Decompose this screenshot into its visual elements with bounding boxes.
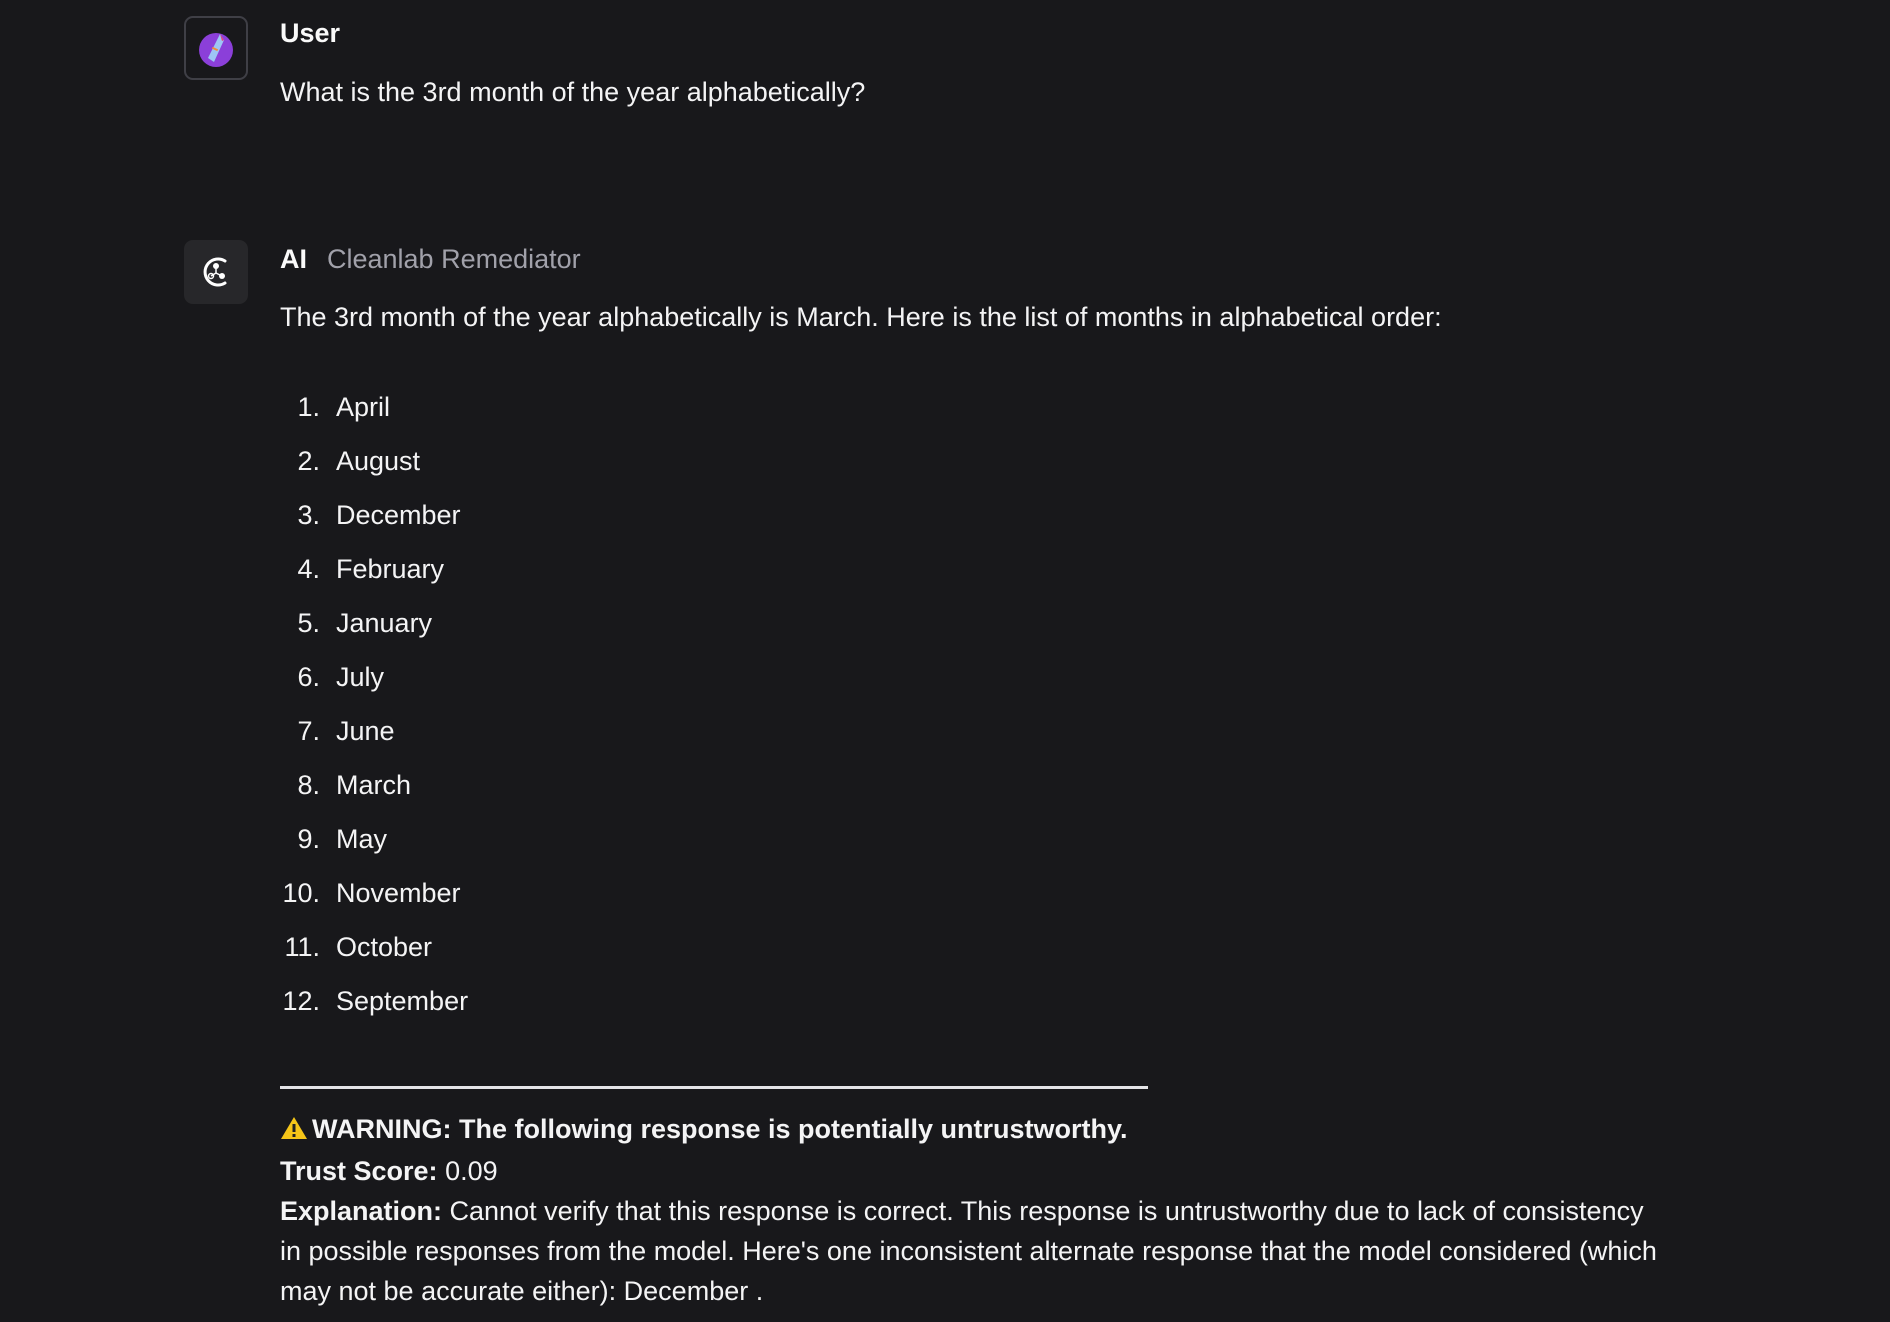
list-item-label: November — [336, 878, 461, 908]
ai-intro-text: The 3rd month of the year alphabetically is March. Here is the list of months in alphabetical order: — [280, 302, 1442, 332]
list-item-label: September — [336, 986, 469, 1016]
list-item — [280, 596, 468, 650]
explanation-label: Explanation: — [280, 1196, 443, 1226]
list-item-label: January — [336, 608, 433, 638]
warning-icon — [280, 1111, 308, 1151]
list-item — [280, 542, 468, 596]
warning-title-line — [280, 1109, 1660, 1151]
list-item-number: 11. — [284, 932, 320, 962]
ai-author-header — [280, 244, 581, 275]
cleanlab-logo-icon — [199, 254, 233, 290]
list-item-number: 10. — [282, 878, 320, 908]
trust-score-line — [280, 1151, 1660, 1191]
explanation-text: Cannot verify that this response is correct. This response is untrustworthy due to lack of consistency in possible responses from the model. Here's one inconsistent alternate response that the model considered (which may not be accurate either): December . — [280, 1196, 1657, 1306]
list-item-label: August — [336, 446, 421, 476]
list-item-number: 8. — [297, 770, 320, 800]
list-item-label: March — [336, 770, 412, 800]
list-item-number: 4. — [297, 554, 320, 584]
horizontal-rule — [280, 1086, 1148, 1089]
list-item-number: 7. — [297, 716, 320, 746]
list-item — [280, 974, 468, 1028]
list-item — [280, 650, 468, 704]
explanation-line — [280, 1191, 1660, 1311]
trust-score-value: 0.09 — [445, 1156, 498, 1186]
warning-title: WARNING: The following response is potentially untrustworthy. — [312, 1114, 1128, 1144]
trust-warning — [280, 1109, 1660, 1311]
list-item-label: June — [336, 716, 395, 746]
trust-score-label: Trust Score: — [280, 1156, 438, 1186]
list-item-label: December — [336, 500, 461, 530]
list-item-label: May — [336, 824, 388, 854]
list-item — [280, 758, 468, 812]
list-item-number: 12. — [282, 986, 320, 1016]
ai-author-name: AI — [280, 244, 307, 274]
list-item-number: 3. — [297, 500, 320, 530]
months-list — [280, 380, 468, 1028]
list-item — [280, 812, 468, 866]
list-item-number: 1. — [297, 392, 320, 422]
list-item-label: July — [336, 662, 385, 692]
ai-avatar — [184, 240, 248, 304]
list-item — [280, 434, 468, 488]
list-item — [280, 920, 468, 974]
list-item — [280, 488, 468, 542]
list-item-label: February — [336, 554, 445, 584]
list-item — [280, 380, 468, 434]
list-item-label: October — [336, 932, 433, 962]
list-item-number: 6. — [297, 662, 320, 692]
list-item-number: 5. — [297, 608, 320, 638]
list-item — [280, 704, 468, 758]
rocket-icon — [198, 28, 234, 68]
ai-model-name: Cleanlab Remediator — [327, 244, 581, 274]
list-item-number: 9. — [297, 824, 320, 854]
user-message-text: What is the 3rd month of the year alphabetically? — [280, 77, 866, 107]
list-item-number: 2. — [297, 446, 320, 476]
user-avatar — [184, 16, 248, 80]
list-item-label: April — [336, 392, 391, 422]
list-item — [280, 866, 468, 920]
user-author-name: User — [280, 18, 341, 48]
